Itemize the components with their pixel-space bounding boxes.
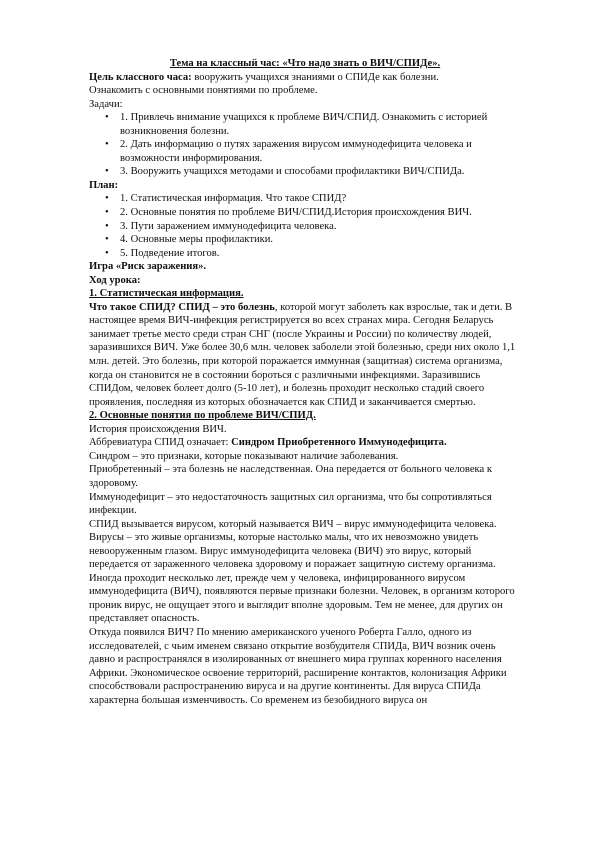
goal-paragraph xyxy=(89,71,521,85)
tasks-label: Задачи: xyxy=(89,98,123,110)
document-title: Тема на классный час: «Что надо знать о ВИЧ/СПИДе». xyxy=(169,58,441,69)
section-1-question: Что такое СПИД? СПИД – это болезнь xyxy=(89,301,275,313)
goal-label: Цель классного часа: xyxy=(89,71,192,83)
history-line: История происхождения ВИЧ. xyxy=(89,423,227,435)
goal-text: вооружить учащихся знаниями о СПИДе как болезни. xyxy=(191,71,439,83)
plan-item: • 3. Пути заражением иммунодефицита человека. xyxy=(89,220,521,234)
plan-item: • 2. Основные понятия по проблеме ВИЧ/СПИД.История происхождения ВИЧ. xyxy=(89,206,521,220)
section-2-heading: 2. Основные понятия по проблеме ВИЧ/СПИД. xyxy=(89,410,316,422)
origin-paragraph: Откуда появился ВИЧ? По мнению американского ученого Роберта Галло, одного из исследователей, с чьим именем связано открытие возбудителя СПИДа, ВИЧ возник очень давно и распространялся в изолированных от внешнего мира группах коренного населения Африки. Экономическое освоение территорий, расширение контактов, колонизация Африки способствовали распространению вируса и на другие континенты. Для вируса СПИДа характерна большая изменчивость. Со временем из безобидного вируса он xyxy=(89,626,507,706)
immunodeficiency-definition: Иммунодефицит – это недостаточность защитных сил организма, что бы сопротивляться инфекции. xyxy=(89,491,492,517)
lesson-heading: Ход урока: xyxy=(89,274,141,286)
plan-item: • 1. Статистическая информация. Что такое СПИД? xyxy=(89,192,521,206)
task-item: • 1. Привлечь внимание учащихся к проблеме ВИЧ/СПИД. Ознакомить с историей возникновения болезни. xyxy=(89,111,521,138)
section-1-text: , которой могут заболеть как взрослые, так и дети. В настоящее время ВИЧ-инфекция регистрируется во всех странах мира. Сегодня Беларусь занимает третье место среди стран СНГ (после Украины и России) по количеству людей, заразившихся ВИЧ. Уже более 30,6 млн. человек заболели этой болезнью, среди них около 1,1 млн. детей. Это болезнь, при которой поражается иммунная (защитная) система организма, когда он становится не в состоянии бороться с различными инфекциями. Заразившись СПИДом, человек болеет долго (5-10 лет), и болезнь проходит несколько стадий своего проявления, последняя из которых обозначается как СПИД и заканчивается смертью. xyxy=(89,301,516,408)
document-page xyxy=(89,57,521,707)
plan-list xyxy=(89,192,521,260)
tasks-list xyxy=(89,111,521,179)
game-heading: Игра «Риск заражения». xyxy=(89,261,207,273)
plan-item: • 5. Подведение итогов. xyxy=(89,247,521,261)
task-item: • 3. Вооружить учащихся методами и способами профилактики ВИЧ/СПИДа. xyxy=(89,165,521,179)
virus-paragraph: СПИД вызывается вирусом, который называется ВИЧ – вирус иммунодефицита человека. Вирусы – это живые организмы, которые настолько малы, что их невозможно увидеть невооруженным глазом. Вирус иммунодефицита человека (ВИЧ) это вирус, который передается от зараженного человека здоровому и поражает защитную систему организма. Иногда проходит несколько лет, прежде чем у человека, инфицированного вирусом иммунодефицита (ВИЧ), появляются первые признаки болезни. Человек, в организм которого проник вирус, не ощущает этого и выглядит вполне здоровым. Тем не менее, для других он представляет опасность. xyxy=(89,518,515,625)
acquired-definition: Приобретенный – эта болезнь не наследственная. Она передается от больного человека к здоровому. xyxy=(89,464,493,489)
plan-label: План: xyxy=(89,179,119,191)
task-item: • 2. Дать информацию о путях заражения вирусом иммунодефицита человека и возможности информирования. xyxy=(89,138,521,165)
abbreviation-paragraph xyxy=(89,436,521,450)
plan-item: • 4. Основные меры профилактики. xyxy=(89,233,521,247)
abbreviation-prefix: Аббревиатура СПИД означает: xyxy=(89,437,232,449)
syndrome-definition: Синдром – это признаки, которые показывают наличие заболевания. xyxy=(89,450,399,462)
goal-line-2: Ознакомить с основными понятиями по проблеме. xyxy=(89,85,318,97)
section-1-paragraph xyxy=(89,301,521,409)
section-1-heading: 1. Статистическая информация. xyxy=(89,288,244,300)
abbreviation-meaning: Синдром Приобретенного Иммунодефицита. xyxy=(231,437,447,449)
